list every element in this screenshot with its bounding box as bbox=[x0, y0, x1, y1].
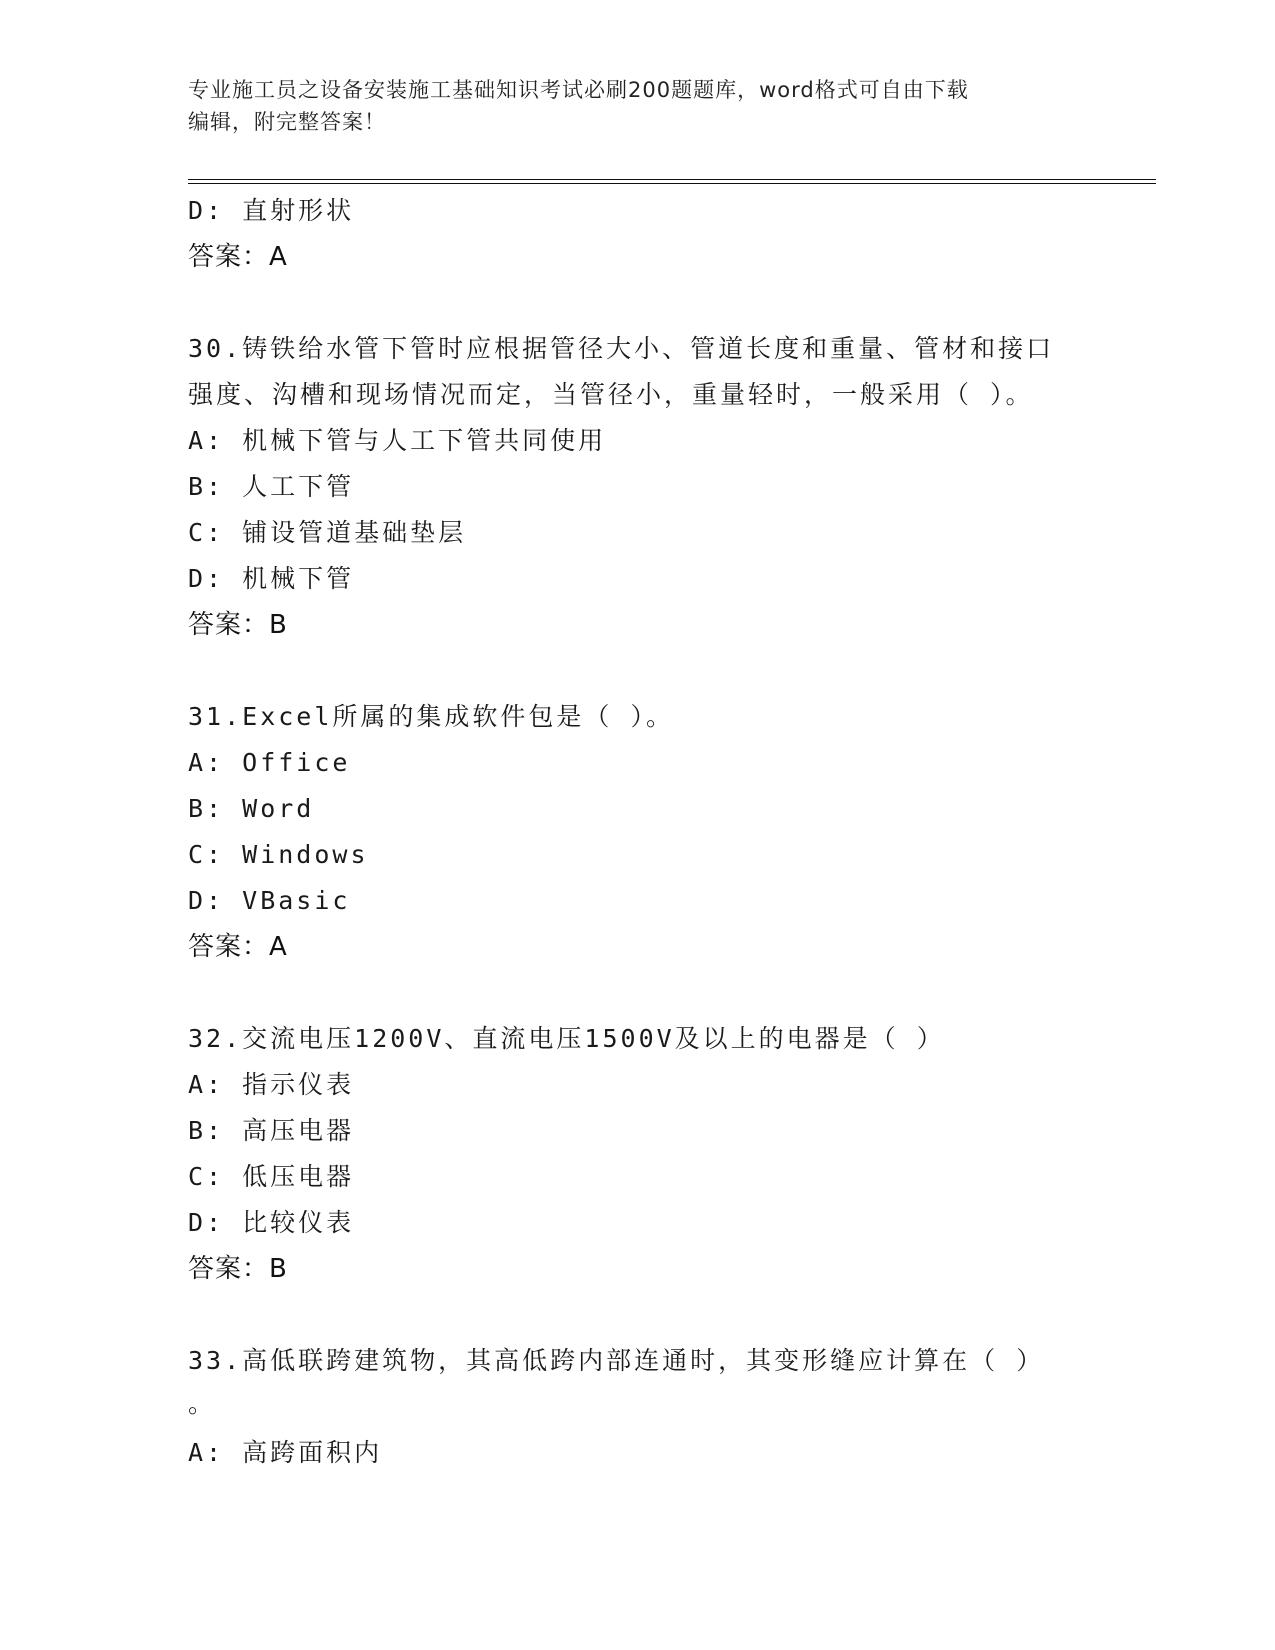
spacer bbox=[188, 970, 1088, 1016]
page-header bbox=[188, 74, 1068, 138]
header-divider-top bbox=[188, 179, 1156, 180]
option-a: A: 高跨面积内 bbox=[188, 1438, 383, 1467]
question-stem-line: 强度、沟槽和现场情况而定，当管径小，重量轻时，一般采用（ ）。 bbox=[188, 380, 1034, 409]
question-32 bbox=[188, 1016, 1088, 1292]
question-30 bbox=[188, 326, 1088, 648]
question-list bbox=[188, 188, 1088, 1476]
option-c: C: 低压电器 bbox=[188, 1162, 355, 1191]
answer-line: 答案：B bbox=[188, 610, 288, 640]
option-c: C: Windows bbox=[188, 840, 369, 869]
question-33 bbox=[188, 1338, 1088, 1476]
prev-question-option-d: D: 直射形状 bbox=[188, 196, 355, 225]
option-b: B: 人工下管 bbox=[188, 472, 355, 501]
question-stem-line: 32.交流电压1200V、直流电压1500V及以上的电器是（ ） bbox=[188, 1024, 945, 1053]
option-b: B: Word bbox=[188, 794, 315, 823]
answer-line: 答案：B bbox=[188, 1254, 288, 1284]
question-stem-line: 30.铸铁给水管下管时应根据管径大小、管道长度和重量、管材和接口 bbox=[188, 334, 1055, 363]
option-d: D: 机械下管 bbox=[188, 564, 355, 593]
option-b: B: 高压电器 bbox=[188, 1116, 355, 1145]
question-stem-line: 33.高低联跨建筑物，其高低跨内部连通时，其变形缝应计算在（ ） bbox=[188, 1346, 1045, 1375]
option-d: D: VBasic bbox=[188, 886, 351, 915]
option-a: A: 机械下管与人工下管共同使用 bbox=[188, 426, 607, 455]
spacer bbox=[188, 1292, 1088, 1338]
spacer bbox=[188, 280, 1088, 326]
question-31 bbox=[188, 694, 1088, 970]
question-stem-line: 31.Excel所属的集成软件包是（ ）。 bbox=[188, 702, 674, 731]
header-title-line-2: 编辑，附完整答案！ bbox=[188, 110, 386, 134]
option-a: A: Office bbox=[188, 748, 351, 777]
answer-line: 答案：A bbox=[188, 932, 288, 962]
option-d: D: 比较仪表 bbox=[188, 1208, 355, 1237]
spacer bbox=[188, 648, 1088, 694]
option-c: C: 铺设管道基础垫层 bbox=[188, 518, 467, 547]
option-a: A: 指示仪表 bbox=[188, 1070, 355, 1099]
header-divider-bottom bbox=[188, 183, 1156, 184]
question-stem-line: 。 bbox=[188, 1389, 214, 1418]
prev-question-answer: 答案：A bbox=[188, 242, 288, 272]
header-title-line-1: 专业施工员之设备安装施工基础知识考试必刷200题题库，word格式可自由下载 bbox=[188, 78, 969, 102]
